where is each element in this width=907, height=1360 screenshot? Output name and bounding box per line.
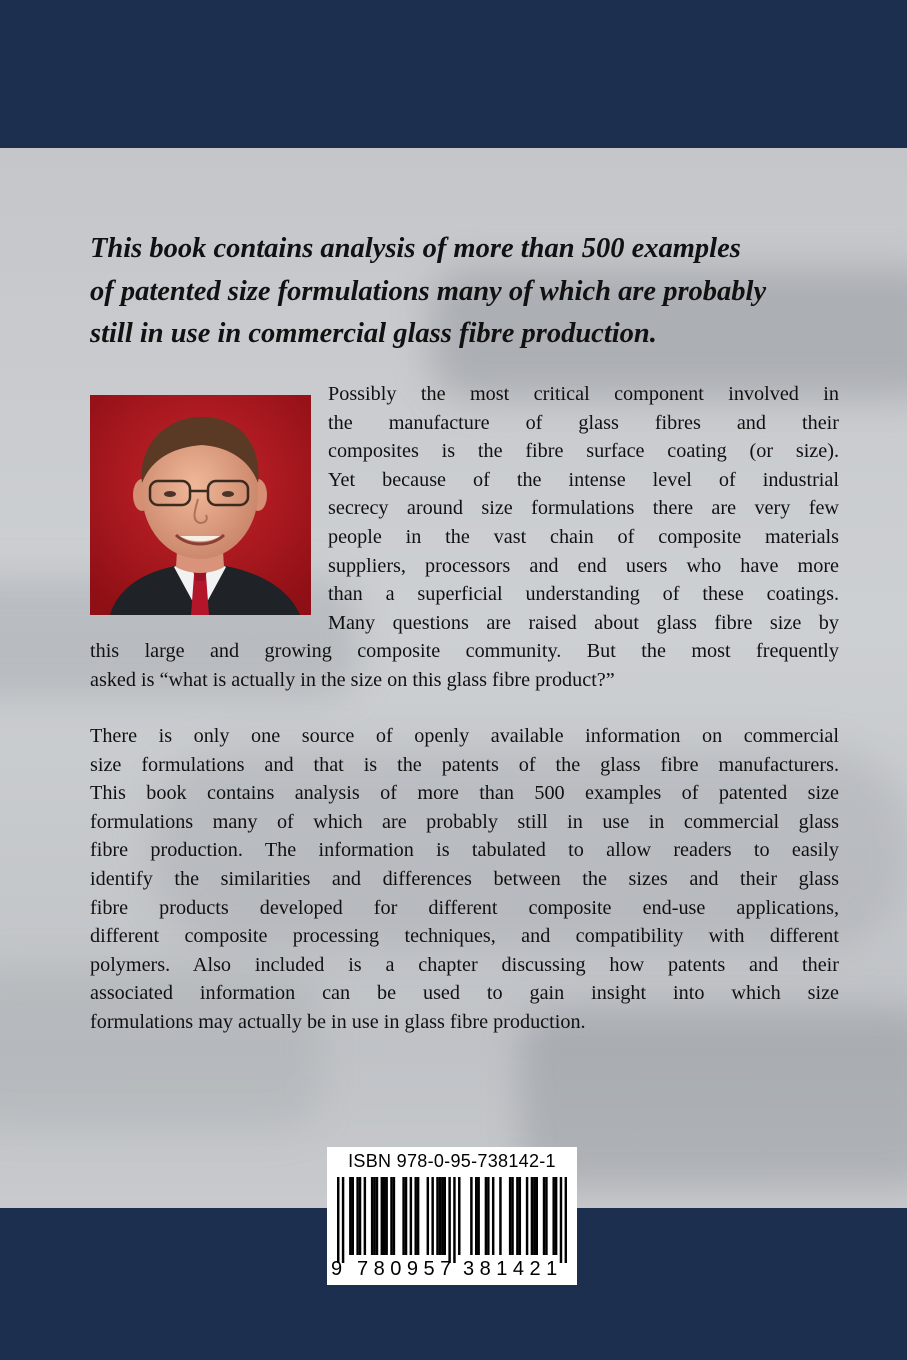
barcode-bar	[383, 1177, 385, 1255]
barcode-digit-group: 780957	[357, 1258, 457, 1280]
headline	[90, 228, 850, 356]
barcode-bar	[560, 1177, 562, 1263]
text-line: There is only one source of openly available information on commercial	[90, 725, 839, 747]
text-line: Yet because of the intense level of industrial	[328, 468, 839, 491]
description-paragraph	[90, 722, 839, 1037]
barcode-bar	[342, 1177, 344, 1263]
text-line: secrecy around size formulations there are very few	[328, 497, 839, 520]
barcode-bar	[533, 1177, 535, 1255]
barcode-bar	[364, 1177, 366, 1255]
barcode-bar	[470, 1177, 472, 1255]
barcode-bar	[545, 1177, 547, 1255]
barcode-bar	[352, 1177, 354, 1255]
text-line: different composite processing techniques, and compatibility with different	[90, 925, 839, 948]
barcode-bar	[439, 1177, 441, 1255]
barcode-bar	[526, 1177, 528, 1255]
top-color-band	[0, 0, 907, 148]
barcode-digit-group: 9	[331, 1258, 343, 1280]
text-line: formulations may actually be in use in glass fibre production.	[90, 1010, 586, 1033]
barcode-bar	[552, 1177, 554, 1255]
text-line: formulations many of which are probably still in use in commercial glass	[90, 810, 839, 833]
barcode-bar	[531, 1177, 533, 1255]
barcode-bar	[349, 1177, 351, 1255]
text-line: fibre products developed for different composite end-use applications,	[90, 896, 839, 919]
barcode-bar	[492, 1177, 494, 1255]
text-line: than a superficial understanding of these coatings.	[328, 583, 839, 606]
barcode-bar	[536, 1177, 538, 1255]
isbn-barcode	[327, 1147, 577, 1285]
text-line: associated information can be used to gain insight into which size	[90, 982, 839, 1005]
text-line: polymers. Also included is a chapter discussing how patents and their	[90, 953, 839, 976]
barcode-bar	[519, 1177, 521, 1255]
barcode-bar	[431, 1177, 433, 1255]
headline-line: of patented size formulations many of which are probably	[90, 275, 767, 307]
barcode-bar	[458, 1177, 460, 1255]
barcode-bar	[516, 1177, 518, 1255]
barcode-bar	[477, 1177, 479, 1255]
text-line: size formulations and that is the patents of the glass fibre manufacturers.	[90, 753, 839, 776]
barcode-bar	[405, 1177, 407, 1255]
barcode-bar	[543, 1177, 545, 1255]
barcode-bar	[511, 1177, 513, 1255]
barcode-bar	[381, 1177, 383, 1255]
barcode-bar	[555, 1177, 557, 1255]
barcode-bar	[376, 1177, 378, 1255]
barcode-bar	[427, 1177, 429, 1255]
text-line: This book contains analysis of more than 500 examples of patented size	[90, 782, 839, 805]
author-paragraph	[90, 380, 839, 695]
barcode-bar	[441, 1177, 443, 1255]
barcode-digits	[327, 1258, 577, 1284]
barcode-bar	[499, 1177, 501, 1255]
headline-line: This book contains analysis of more than 500 examples	[90, 233, 741, 264]
text-line: suppliers, processors and end users who have more	[328, 554, 839, 577]
barcode-bar	[393, 1177, 395, 1255]
barcode-bar	[390, 1177, 392, 1255]
barcode-bar	[371, 1177, 373, 1255]
barcode-bar	[373, 1177, 375, 1255]
text-line: Many questions are raised about glass fibre size by	[328, 611, 839, 634]
barcode-bar	[385, 1177, 387, 1255]
barcode-bar	[410, 1177, 412, 1255]
barcode-bar	[444, 1177, 446, 1255]
barcode-bar	[359, 1177, 361, 1255]
barcode-bar	[453, 1177, 455, 1263]
text-line: Possibly the most critical component involved in	[328, 383, 839, 405]
text-line: asked is “what is actually in the size on this glass fibre product?”	[90, 668, 615, 691]
text-line: the manufacture of glass fibres and their	[328, 411, 839, 434]
barcode-bar	[565, 1177, 567, 1263]
barcode-bar	[337, 1177, 339, 1263]
barcode-bar	[475, 1177, 477, 1255]
text-line: this large and growing composite community. But the most frequently	[90, 640, 839, 663]
barcode-bar	[485, 1177, 487, 1255]
headline-line: still in use in commercial glass fibre production.	[90, 318, 657, 349]
text-line: fibre production. The information is tabulated to allow readers to easily	[90, 839, 839, 862]
barcode-bar	[417, 1177, 419, 1255]
isbn-label: ISBN 978-0-95-738142-1	[348, 1151, 556, 1171]
barcode-bar	[356, 1177, 358, 1255]
barcode-bar	[414, 1177, 416, 1255]
barcode-bars	[337, 1177, 567, 1263]
text-line: composites is the fibre surface coating (or size).	[328, 440, 839, 463]
text-line: people in the vast chain of composite materials	[328, 525, 839, 548]
barcode-bar	[436, 1177, 438, 1255]
barcode-digit-group: 381421	[463, 1258, 563, 1280]
text-line: identify the similarities and differences between the sizes and their glass	[90, 867, 839, 890]
barcode-bar	[448, 1177, 450, 1263]
barcode-bar	[402, 1177, 404, 1255]
barcode-bar	[487, 1177, 489, 1255]
barcode-bar	[509, 1177, 511, 1255]
